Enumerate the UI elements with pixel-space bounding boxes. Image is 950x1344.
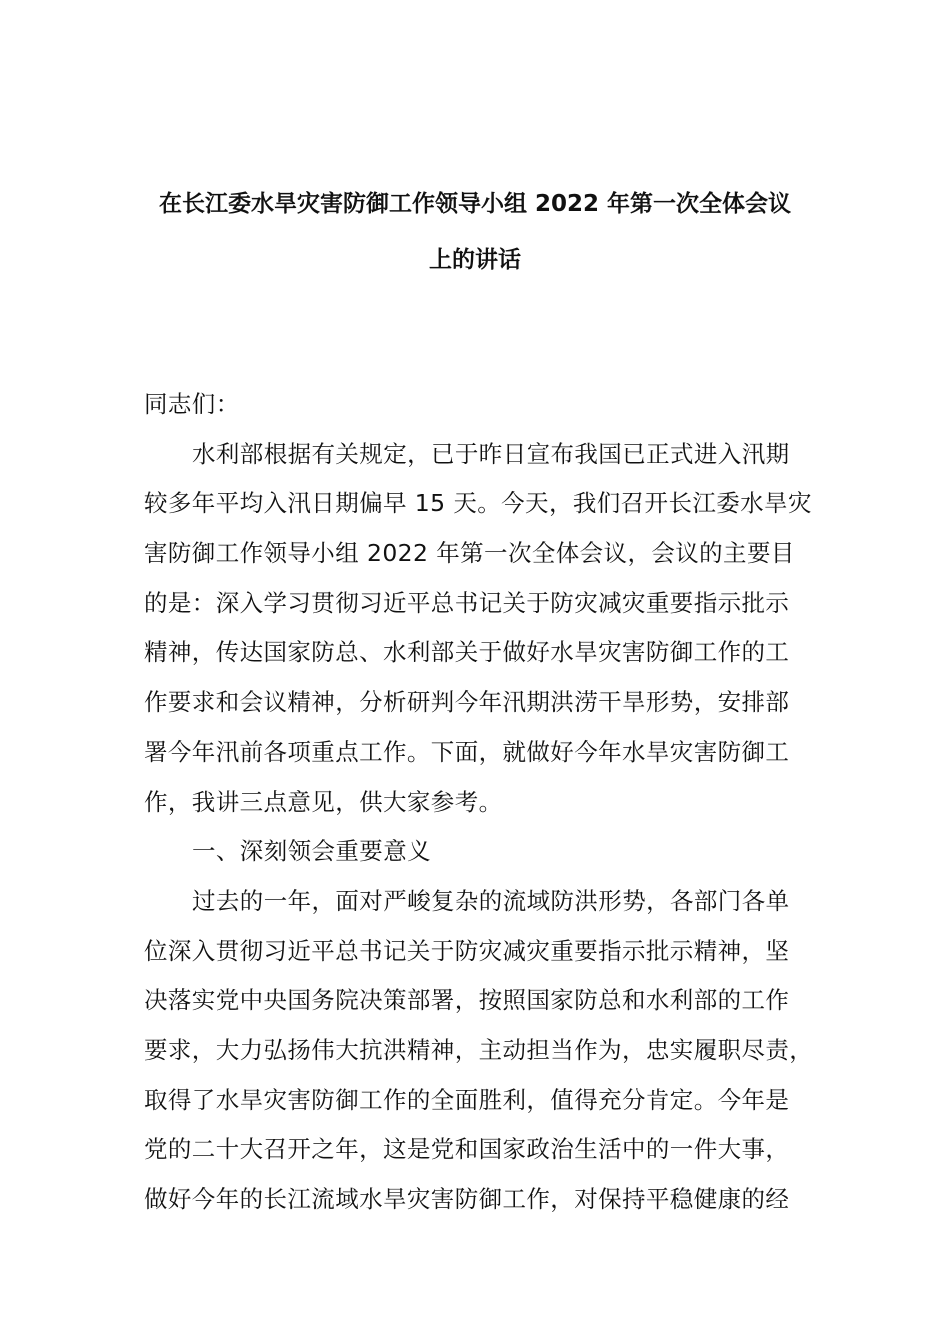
body-line-16: 做好今年的长江流域水旱灾害防御工作，对保持平稳健康的经 <box>144 1185 790 1213</box>
body-line-6: 作要求和会议精神，分析研判今年汛期洪涝干旱形势，安排部 <box>144 688 790 717</box>
body-line-11: 位深入贯彻习近平总书记关于防灾减灾重要指示批示精神，坚 <box>144 936 790 965</box>
body-line-8: 作，我讲三点意见，供大家参考。 <box>144 787 503 816</box>
body-line-14: 取得了水旱灾害防御工作的全面胜利，值得充分肯定。今年是 <box>144 1085 790 1114</box>
body-line-4: 的是：深入学习贯彻习近平总书记关于防灾减灾重要指示批示 <box>144 588 790 617</box>
body-line-3: 害防御工作领导小组 2022 年第一次全体会议，会议的主要目 <box>144 539 795 568</box>
section-heading-1: 一、深刻领会重要意义 <box>192 837 431 866</box>
document-body <box>144 380 814 1225</box>
body-line-5: 精神，传达国家防总、水利部关于做好水旱灾害防御工作的工 <box>144 638 790 667</box>
body-line-2: 较多年平均入汛日期偏早 15 天。今天，我们召开长江委水旱灾 <box>144 489 812 518</box>
body-line-12: 决落实党中央国务院决策部署，按照国家防总和水利部的工作 <box>144 986 790 1015</box>
title-line-1: 在长江委水旱灾害防御工作领导小组 2022 年第一次全体会议 <box>158 191 792 217</box>
title-line-2: 上的讲话 <box>429 247 521 273</box>
body-line-15: 党的二十大召开之年，这是党和国家政治生活中的一件大事， <box>144 1135 790 1164</box>
document-title <box>100 176 850 288</box>
body-line-1: 水利部根据有关规定，已于昨日宣布我国已正式进入汛期 <box>192 439 790 468</box>
body-line-7: 署今年汛前各项重点工作。下面，就做好今年水旱灾害防御工 <box>144 737 790 766</box>
body-line-13: 要求，大力弘扬伟大抗洪精神，主动担当作为，忠实履职尽责， <box>144 1035 814 1064</box>
body-line-10: 过去的一年，面对严峻复杂的流域防洪形势，各部门各单 <box>192 886 790 915</box>
salutation: 同志们： <box>144 390 240 418</box>
